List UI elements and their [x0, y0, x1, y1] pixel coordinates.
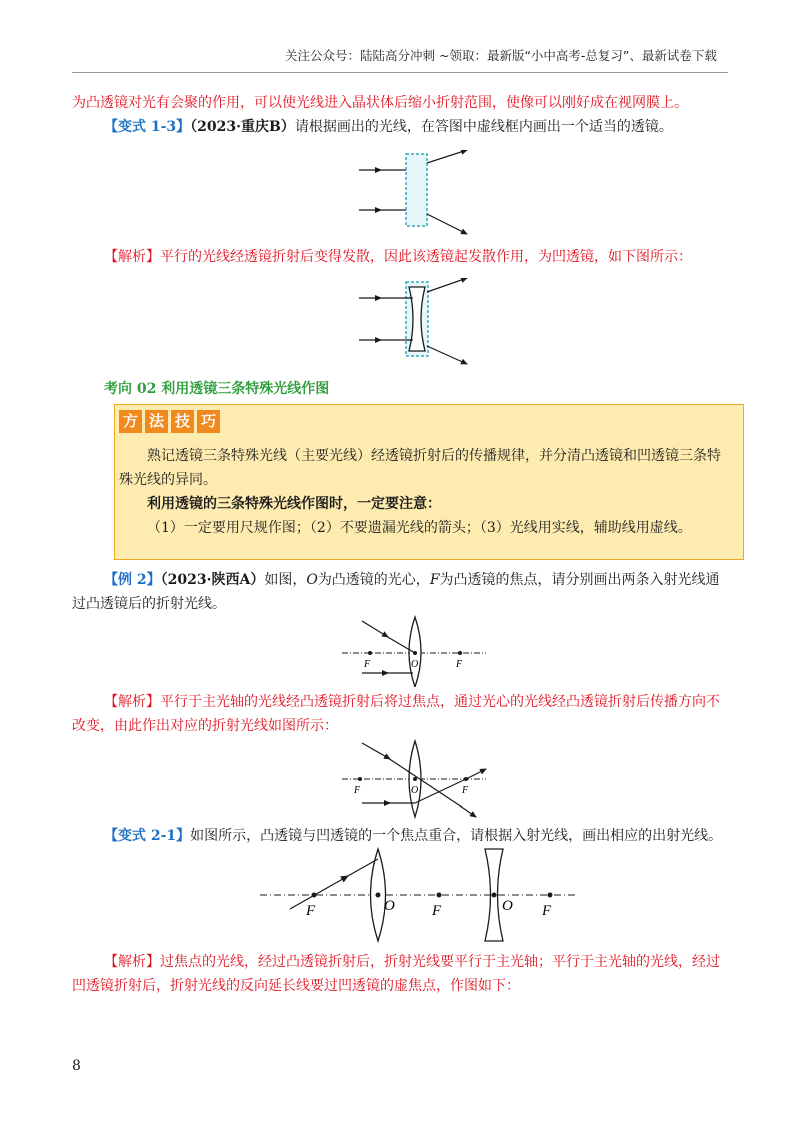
example-2-tag: 【例 2】 — [104, 572, 161, 588]
page-number: 8 — [72, 1058, 81, 1074]
variant-2-1-analysis-text-1: 过焦点的光线，经过凸透镜折射后，折射光线要平行于主光轴；平行于主光轴的光线，经过 — [160, 954, 720, 970]
example-2-source: （2023·陕西A） — [160, 572, 265, 588]
variant-2-1-analysis-line-2: 凹透镜折射后，折射光线的反向延长线要过凹透镜的虚焦点，作图如下： — [72, 978, 520, 994]
label-f-left: F — [364, 659, 371, 670]
refracted-ray-bottom — [427, 346, 467, 364]
dashed-lens-box — [406, 154, 427, 226]
focus-right-point — [548, 893, 553, 898]
label-o-2: O — [502, 898, 513, 914]
incident-ray-through-center — [362, 743, 390, 759]
label-f-1: F — [306, 903, 316, 919]
label-f-3: F — [542, 903, 552, 919]
example-2-text-b: 为凸透镜的光心， — [317, 572, 430, 588]
variant-1-3-text: 请根据画出的光线，在答图中虚线框内画出一个适当的透镜。 — [294, 119, 673, 135]
refracted-ray-through-focus-out — [466, 769, 486, 779]
incident-ray-through-center — [362, 621, 388, 637]
example-2-analysis-tag: 【解析】 — [104, 694, 160, 710]
ray-through-center-out — [460, 806, 476, 817]
variant-1-3-analysis-text: 平行的光线经透镜折射后变得发散，因此该透镜起发散作用，为凹透镜，如下图所示： — [160, 249, 692, 265]
variant-1-3-analysis-tag: 【解析】 — [104, 249, 160, 265]
variant-2-1-question-figure — [258, 846, 580, 944]
section-title: 考向 02 利用透镜三条特殊光线作图 — [104, 381, 330, 397]
variant-2-1-text: 如图所示，凸透镜与凹透镜的一个焦点重合，请根据入射光线，画出相应的出射光线。 — [190, 828, 723, 844]
shared-focus-point — [437, 893, 442, 898]
variant-2-1-analysis-line-1 — [104, 952, 720, 972]
example-2-question-line-2: 过凸透镜后的折射光线。 — [72, 596, 226, 612]
convex-center-point — [376, 893, 381, 898]
focus-right-point — [458, 651, 462, 655]
variant-2-1-analysis-tag: 【解析】 — [104, 954, 160, 970]
variant-1-3-tag: 【变式 1-3】 — [104, 119, 191, 135]
example-2-question — [104, 570, 720, 590]
tip-badge: 法 — [145, 410, 168, 433]
tip-badge: 方 — [119, 410, 142, 433]
example-2-var-f: F — [429, 572, 440, 588]
example-2-text-a: 如图， — [264, 572, 307, 588]
example-2-analysis-line-1 — [104, 692, 720, 712]
variant-1-3-analysis — [104, 247, 692, 267]
header-divider — [72, 72, 728, 73]
variant-2-1-question — [104, 826, 722, 846]
variant-1-3-question — [104, 117, 673, 137]
tips-line-1: 熟记透镜三条特殊光线（主要光线）经透镜折射后的传播规律，并分清凸透镜和凹透镜三条特 — [147, 448, 721, 464]
example-2-analysis-text-1: 平行于主光轴的光线经凸透镜折射后将过焦点，通过光心的光线经凸透镜折射后传播方向不 — [160, 694, 720, 710]
intro-continuation: 为凸透镜对光有会聚的作用，可以使光线进入晶状体后缩小折射范围，使像可以刚好成在视网膜上。 — [72, 95, 688, 111]
label-o-1: O — [384, 898, 395, 914]
variant-1-3-answer-figure — [355, 278, 475, 370]
ray-through-center-continued — [388, 758, 462, 807]
example-2-var-o: O — [306, 572, 318, 588]
focus-left-point — [368, 651, 372, 655]
example-2-text-c: 为凸透镜的焦点，请分别画出两条入射光线通 — [439, 572, 720, 588]
refracted-ray-top — [427, 278, 467, 292]
incident-ray-through-focus — [290, 876, 348, 909]
tips-line-2: 殊光线的异同。 — [119, 472, 217, 488]
label-f-2: F — [432, 903, 442, 919]
tips-line-3: （1）一定要用尺规作图；（2）不要遗漏光线的箭头；（3）光线用实线，辅助线用虚线。 — [147, 520, 692, 536]
label-f-right: F — [462, 785, 469, 796]
label-f-left: F — [354, 785, 361, 796]
tip-badge: 技 — [171, 410, 194, 433]
focus-left-point — [358, 777, 362, 781]
variant-2-1-tag: 【变式 2-1】 — [104, 828, 191, 844]
example-2-analysis-line-2: 改变，由此作出对应的折射光线如图所示： — [72, 718, 338, 734]
refracted-ray-top — [427, 150, 467, 163]
refracted-ray-through-focus — [415, 779, 466, 803]
concave-center-point — [492, 893, 497, 898]
refracted-ray-bottom — [427, 214, 467, 234]
example-2-question-figure — [340, 615, 490, 687]
tips-bold-line: 利用透镜的三条特殊光线作图时，一定要注意： — [147, 496, 441, 512]
label-o: O — [411, 659, 419, 670]
page-header: 关注公众号：陆陆高分冲刺 ~领取：最新版“小中高考-总复习”、最新试卷下载 — [285, 48, 717, 63]
variant-1-3-source: （2023·重庆B） — [190, 119, 295, 135]
label-o: O — [411, 785, 419, 796]
example-2-answer-figure — [340, 737, 490, 819]
optical-center-point — [413, 777, 417, 781]
method-tips-badges — [119, 410, 220, 433]
label-f-right: F — [456, 659, 463, 670]
variant-1-3-question-figure — [355, 150, 475, 240]
tip-badge: 巧 — [197, 410, 220, 433]
